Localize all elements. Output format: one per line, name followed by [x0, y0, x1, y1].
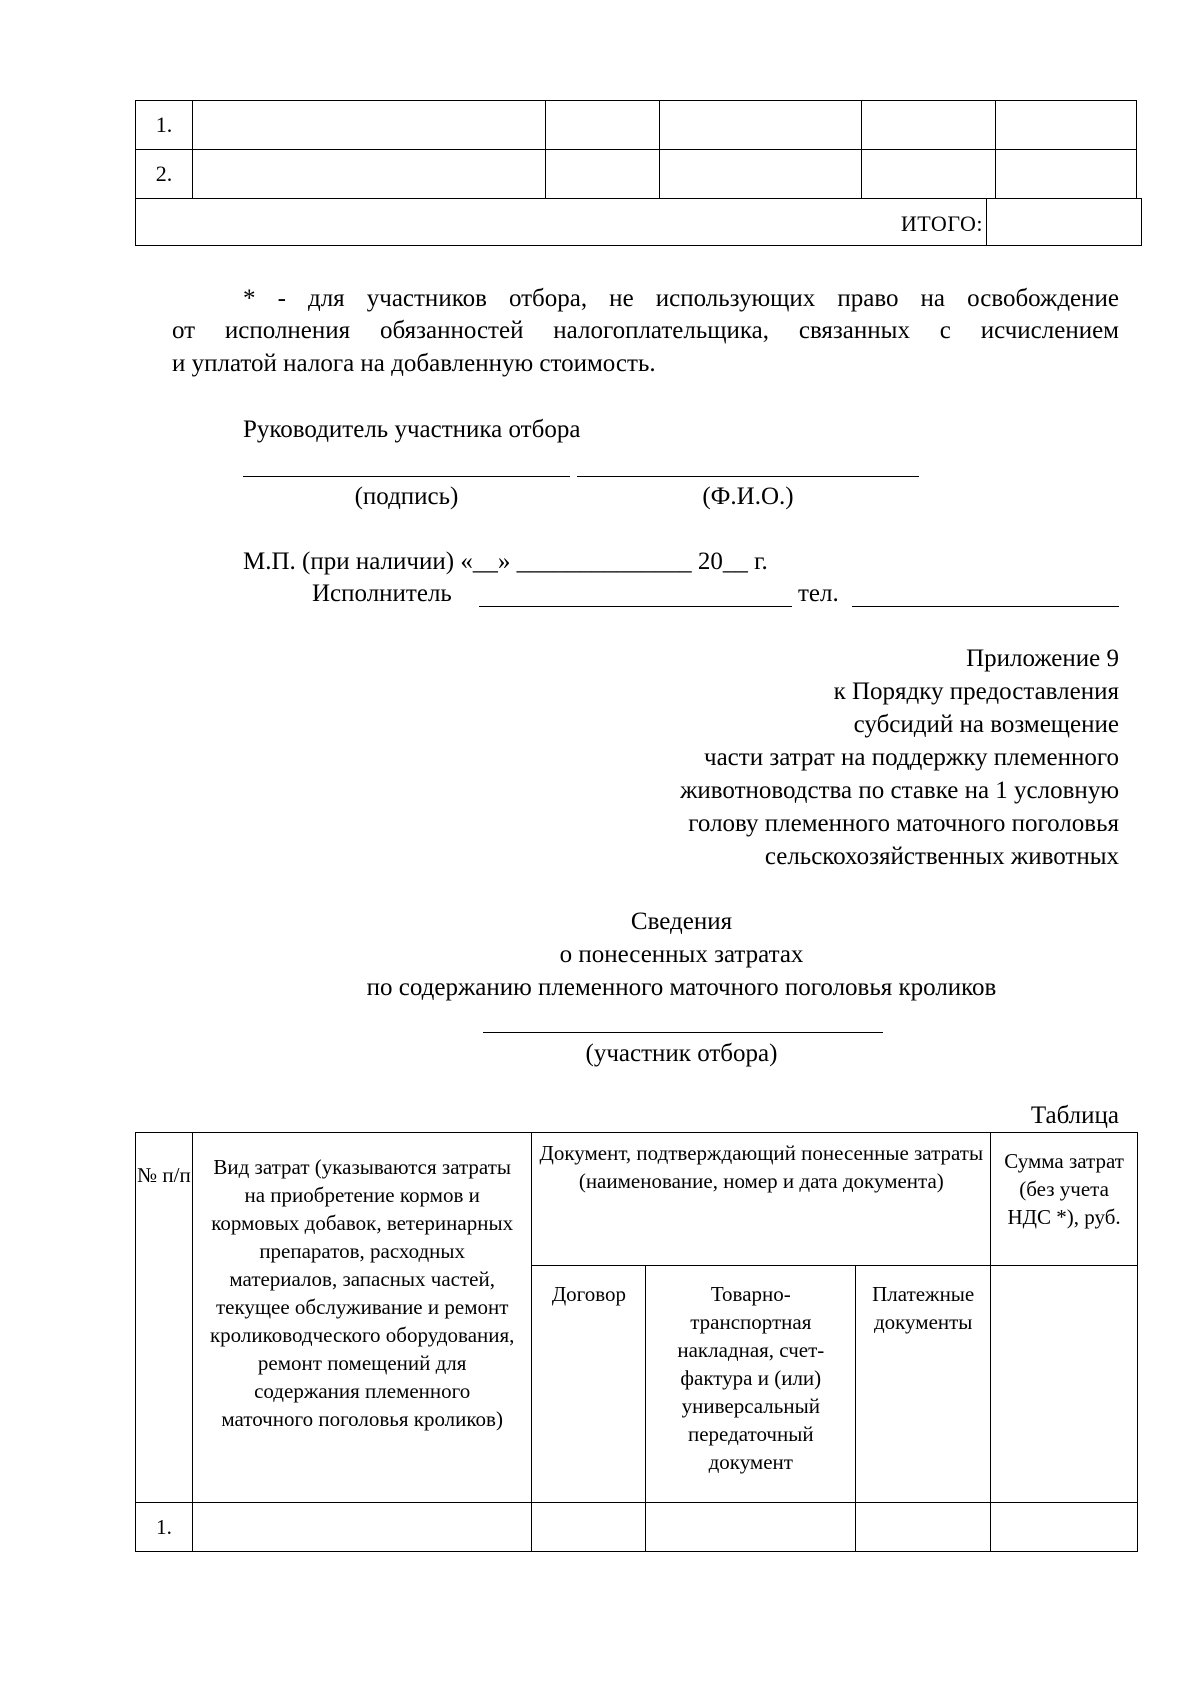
row-number: 2.: [136, 150, 193, 199]
signature-line: [243, 476, 570, 477]
table-cell: [545, 101, 660, 150]
table-cell: [991, 1266, 1138, 1503]
subheader-payment: Платежные документы: [856, 1266, 991, 1503]
table-cell: [192, 101, 545, 150]
appendix-line: голову племенного маточного поголовья: [688, 810, 1119, 837]
header-cost-type: Вид затрат (указываются затраты на приобретение кормов и кормовых добавок, ветеринарных препаратов, расходных материалов, запасных частей, текущее обслуживание и ремонт кролиководческого оборудования, ремонт помещений для содержания племенного маточного поголовья кроликов): [192, 1133, 532, 1503]
top-costs-table: [135, 100, 1137, 199]
title-line-2: о понесенных затратах: [559, 941, 804, 968]
appendix-line: животноводства по ставке на 1 условную: [680, 777, 1119, 804]
executor-label: Исполнитель: [312, 580, 452, 607]
table-cell: [545, 150, 660, 199]
table-row: [136, 1503, 1138, 1552]
signature-caption: (подпись): [354, 483, 459, 510]
table-cell: [862, 101, 996, 150]
table-cell: [660, 150, 862, 199]
table-cell: [192, 1503, 532, 1552]
table-cell: [646, 1503, 856, 1552]
header-document: Документ, подтверждающий понесенные затраты (наименование, номер и дата документа): [532, 1133, 991, 1266]
fio-line: [577, 476, 919, 477]
appendix-line: части затрат на поддержку племенного: [704, 744, 1119, 771]
subheader-contract: Договор: [532, 1266, 646, 1503]
stamp-date-line: М.П. (при наличии) «__» ______________ 20__ г.: [243, 548, 768, 575]
executor-line: [479, 606, 792, 607]
footnote-line-1: * - для участников отбора, не использующих право на освобождение: [243, 285, 1119, 312]
total-row: [135, 198, 1142, 246]
phone-line: [852, 606, 1119, 607]
table-cell: [192, 150, 545, 199]
table-cell: [996, 150, 1137, 199]
participant-line: [483, 1032, 883, 1033]
appendix-line: сельскохозяйственных животных: [764, 843, 1119, 870]
table-cell: [991, 1503, 1138, 1552]
head-of-participant-label: Руководитель участника отбора: [243, 416, 581, 443]
table-cell: [856, 1503, 991, 1552]
phone-label: тел.: [798, 580, 839, 607]
appendix-line: субсидий на возмещение: [853, 711, 1119, 738]
footnote-line-3: и уплатой налога на добавленную стоимость.: [172, 350, 656, 377]
table-cell: [862, 150, 996, 199]
table-header-row: [136, 1133, 1138, 1266]
header-sum: Сумма затрат (без учета НДС *), руб.: [991, 1133, 1138, 1266]
subheader-waybill: Товарно-транспортная накладная, счет-фактура и (или) универсальный передаточный документ: [646, 1266, 856, 1503]
table-row: [136, 150, 1137, 199]
row-number: 1.: [136, 101, 193, 150]
table-cell: [996, 101, 1137, 150]
costs-table: [135, 1132, 1138, 1552]
participant-caption: (участник отбора): [585, 1040, 778, 1067]
table-row: [136, 101, 1137, 150]
table-cell: [532, 1503, 646, 1552]
header-number: № п/п: [136, 1133, 193, 1503]
total-value-cell: [986, 198, 1141, 246]
appendix-line: к Порядку предоставления: [833, 678, 1119, 705]
total-label: ИТОГО:: [900, 211, 983, 236]
appendix-line: Приложение 9: [966, 645, 1119, 672]
title-line-1: Сведения: [630, 908, 733, 935]
table-label: Таблица: [1030, 1102, 1119, 1129]
title-line-3: по содержанию племенного маточного поголовья кроликов: [366, 974, 997, 1001]
table-cell: [660, 101, 862, 150]
footnote-line-2: от исполнения обязанностей налогоплательщика, связанных с исчислением: [172, 317, 1119, 344]
row-number: 1.: [136, 1503, 193, 1552]
fio-caption: (Ф.И.О.): [702, 483, 794, 510]
